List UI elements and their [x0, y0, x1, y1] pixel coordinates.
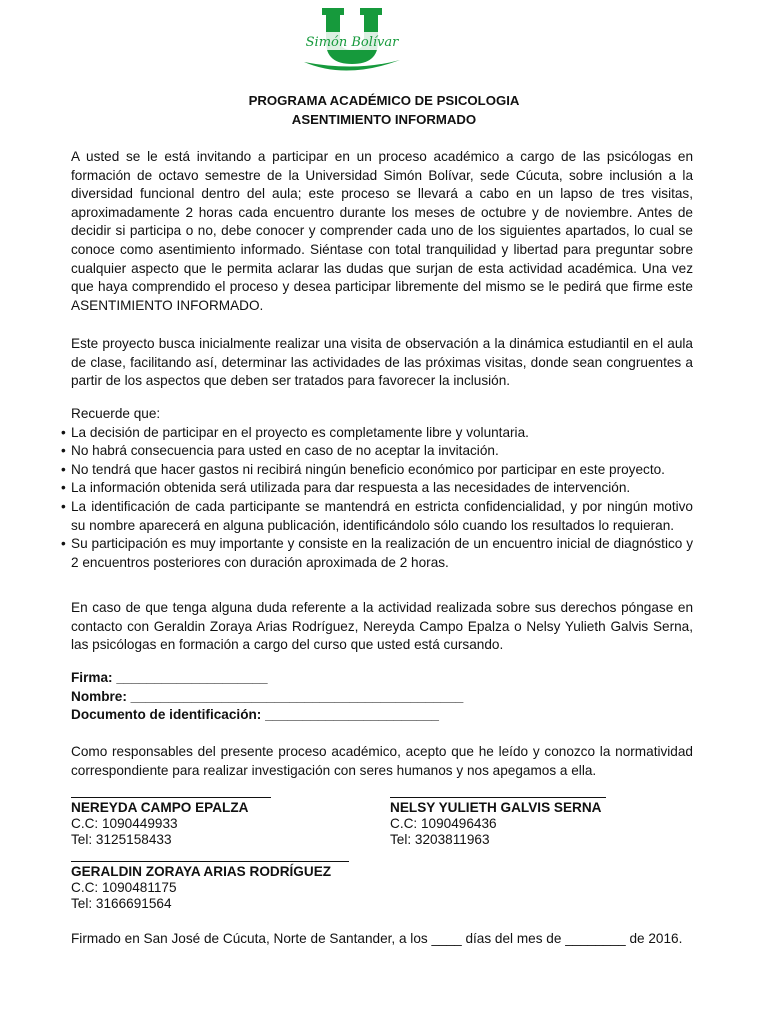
remember-label: Recuerde que: — [71, 406, 161, 421]
signature-line — [71, 861, 349, 862]
list-item: • No habrá consecuencia para usted en caso de no aceptar la invitación. — [71, 442, 693, 461]
bullet-icon: • — [61, 424, 66, 440]
document-title: PROGRAMA ACADÉMICO DE PSICOLOGIA — [248, 93, 520, 108]
list-item: • La decisión de participar en el proyecto es completamente libre y voluntaria. — [71, 424, 693, 443]
contact-paragraph: En caso de que tenga alguna duda referente a la actividad realizada sobre sus derechos póngase en contacto con Geraldin Zoraya Arias Rodríguez, Nereyda Campo Epalza o Nelsy Yulieth Galvis Serna, las psicólogas en formación a cargo del curso que usted está cursando. — [71, 600, 693, 653]
signature-fields — [71, 669, 693, 725]
bullet-icon: • — [61, 536, 66, 552]
signature-line — [71, 797, 271, 798]
list-item: • La identificación de cada participante se mantendrá en estricta confidencialidad, y por ningún motivo su nombre aparecerá en alguna publicación, identificándolo sólo cuando los resultados lo requieran. — [61, 498, 693, 533]
signing-statement: Firmado en San José de Cúcuta, Norte de Santander, a los ____ días del mes de ________ de 2016. — [71, 931, 683, 946]
signatory-cc: C.C: 1090449933 — [71, 816, 178, 831]
conditions-list — [61, 424, 693, 573]
responsibles-paragraph: Como responsables del presente proceso académico, acepto que he leído y conozco la normatividad correspondiente para realizar investigación con seres humanos y nos apegamos a ella. — [71, 744, 693, 778]
list-item: • Su participación es muy importante y consiste en la realización de un encuentro inicial de diagnóstico y 2 encuentros posteriores con duración aproximada de 2 horas. — [61, 536, 693, 570]
bullet-icon: • — [61, 443, 66, 459]
list-item: • No tendrá que hacer gastos ni recibirá ningún beneficio económico por participar en este proyecto. — [71, 461, 693, 480]
signatory-tel: Tel: 3166691564 — [71, 896, 172, 911]
signatory-name: NELSY YULIETH GALVIS SERNA — [390, 800, 602, 815]
signatory-cc: C.C: 1090481175 — [71, 880, 177, 895]
signature-line — [390, 797, 606, 798]
bullet-icon: • — [61, 461, 66, 477]
signature-block-nereyda — [71, 797, 361, 848]
intro-paragraph: A usted se le está invitando a participar en un proceso académico a cargo de las psicólogas en formación de octavo semestre de la Universidad Simón Bolívar, sede Cúcuta, sobre inclusión a la diversidad funcional dentro del aula; este proceso se llevará a cabo en un lapso de tres visitas, aproximadamente 2 horas cada encuentro durante los meses de octubre y de noviembre. Antes de decidir si participa o no, debe conocer y comprender cada uno de los siguientes apartados, lo cual se conoce como asentimiento informado. Siéntase con total tranquilidad y libertad para preguntar sobre cualquier aspecto que le permita aclarar las dudas que surjan de esta actividad académica. Una vez que haya comprendido el proceso y desea participar libremente del mismo se le pedirá que firme este ASENTIMIENTO INFORMADO. — [71, 149, 693, 313]
bullet-icon: • — [61, 498, 66, 514]
signatory-tel: Tel: 3125158433 — [71, 832, 172, 847]
bullet-icon: • — [61, 480, 66, 496]
documento-field: Documento de identificación: _______________________ — [71, 707, 439, 723]
firma-field: Firma: ____________________ — [71, 670, 268, 685]
logo-script-text: Simón Bolívar — [305, 35, 399, 50]
signatory-tel: Tel: 3203811963 — [390, 832, 490, 847]
university-logo — [296, 6, 408, 76]
document-header — [0, 91, 768, 129]
signature-block-geraldin — [71, 861, 371, 912]
document-subtitle: ASENTIMIENTO INFORMADO — [291, 112, 477, 127]
project-paragraph: Este proyecto busca inicialmente realizar una visita de observación a la dinámica estudiantil en el aula de clase, facilitando así, determinar las actividades de las próximas visitas, donde sean congruentes a partir de los aspectos que deben ser tratados para favorecer la inclusión. — [71, 336, 693, 389]
signatory-cc: C.C: 1090496436 — [390, 816, 497, 831]
signatory-name: GERALDIN ZORAYA ARIAS RODRÍGUEZ — [71, 864, 332, 879]
nombre-field: Nombre: ____________________________________________ — [71, 688, 464, 704]
list-item: • La información obtenida será utilizada para dar respuesta a las necesidades de intervención. — [71, 479, 693, 498]
signature-block-nelsy — [390, 797, 680, 848]
signatory-name: NEREYDA CAMPO EPALZA — [71, 800, 249, 815]
remember-section — [61, 405, 693, 572]
